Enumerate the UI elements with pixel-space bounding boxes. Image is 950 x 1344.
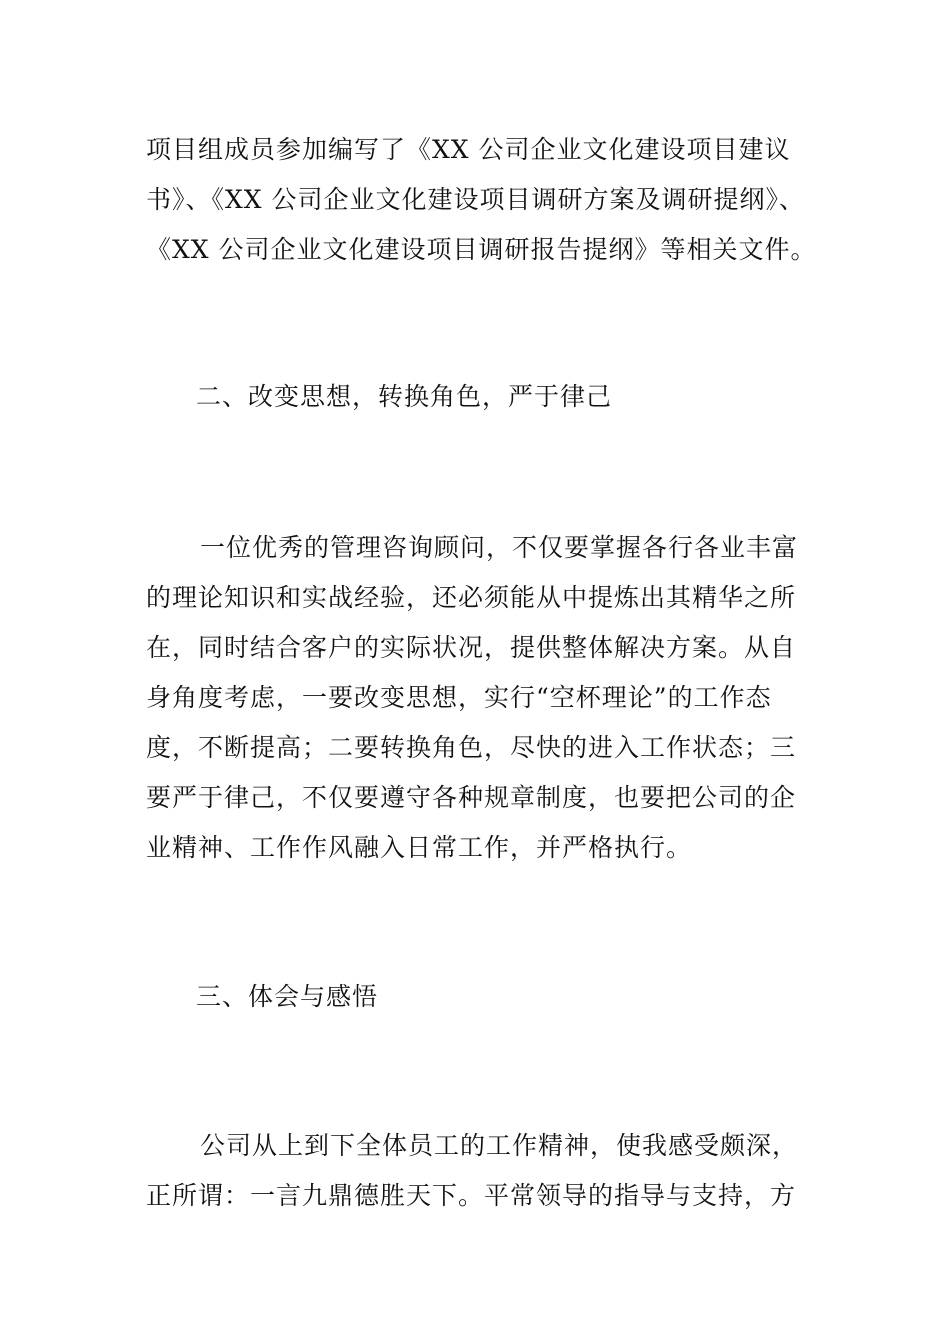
paragraph-line: 书》、《XX 公司企业文化建设项目调研方案及调研提纲》、 xyxy=(146,185,806,214)
paragraph-line: 度，不断提高；二要转换角色，尽快的进入工作状态；三 xyxy=(146,733,797,762)
paragraph-line: 正所谓：一言九鼎德胜天下。平常领导的指导与支持，方 xyxy=(146,1181,797,1210)
paragraph-line: 公司从上到下全体员工的工作精神，使我感受颇深， xyxy=(200,1131,799,1160)
paragraph-line: 的理论知识和实战经验，还必须能从中提炼出其精华之所 xyxy=(146,583,797,612)
paragraph-line: 在，同时结合客户的实际状况，提供整体解决方案。从自 xyxy=(146,633,797,662)
paragraph-line: 项目组成员参加编写了《XX 公司企业文化建设项目建议 xyxy=(146,135,791,164)
section-heading: 三、体会与感悟 xyxy=(196,982,379,1011)
section-heading: 二、改变思想，转换角色，严于律己 xyxy=(196,382,613,411)
paragraph-line: 要严于律己，不仅要遵守各种规章制度，也要把公司的企 xyxy=(146,783,797,812)
paragraph-line: 《XX 公司企业文化建设项目调研报告提纲》等相关文件。 xyxy=(146,235,817,264)
paragraph-line: 一位优秀的管理咨询顾问，不仅要掌握各行各业丰富 xyxy=(200,533,799,562)
paragraph-line: 身角度考虑，一要改变思想，实行“空杯理论”的工作态 xyxy=(146,683,772,712)
paragraph-line: 业精神、工作作风融入日常工作，并严格执行。 xyxy=(146,833,693,862)
